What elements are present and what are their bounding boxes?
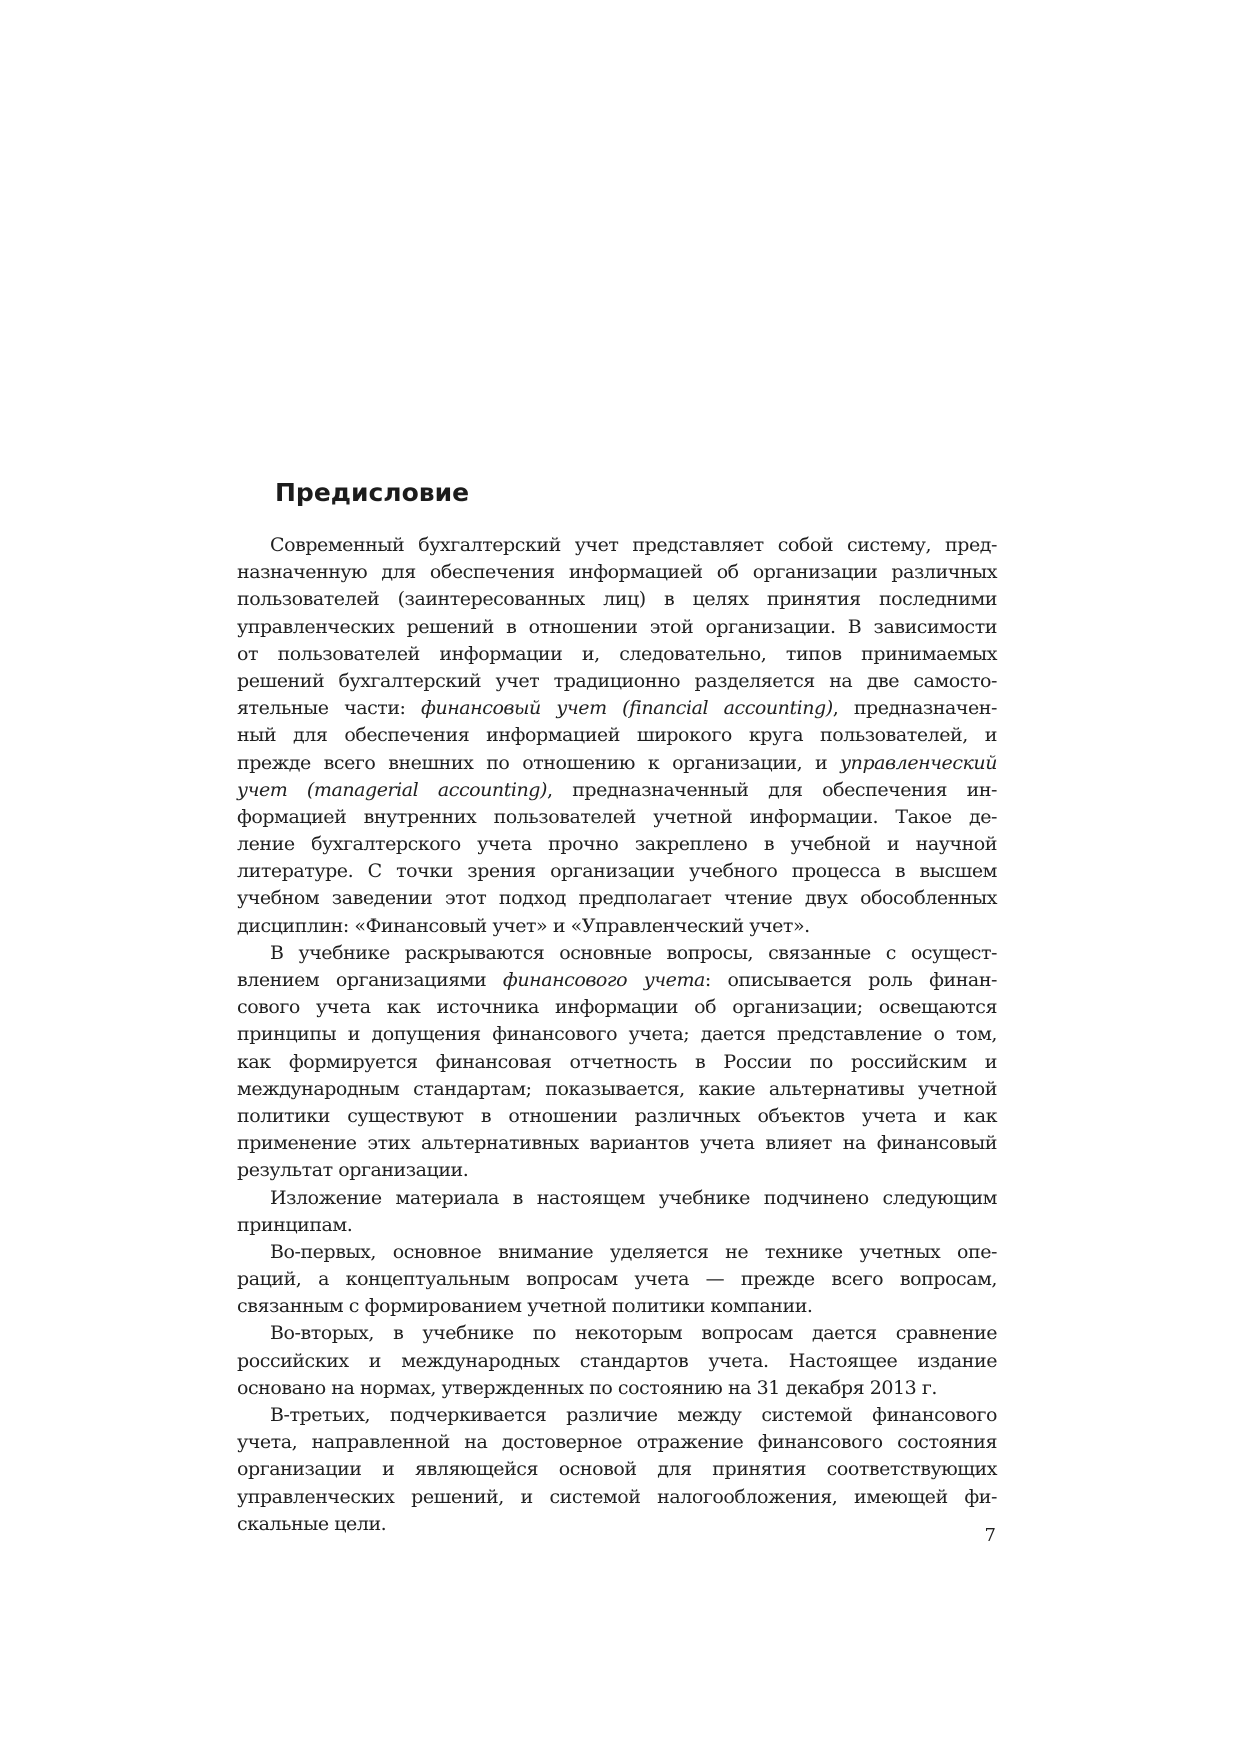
italic-term: финансового учета <box>502 969 705 991</box>
text-line <box>237 559 997 586</box>
text-run: сового учета как источника информации об организации; освещаются <box>237 996 997 1019</box>
text-run: управленческих решений в отношении этой организации. В зависимости <box>237 615 997 638</box>
text-line <box>237 1348 997 1375</box>
text-line <box>237 1293 997 1320</box>
text-run: скальные цели. <box>237 1512 387 1535</box>
text-run: прежде всего внешних по отношению к организации, и <box>237 751 841 774</box>
text-run: принципам. <box>237 1213 353 1236</box>
text-line <box>237 1212 997 1239</box>
text-run: влением организациями <box>237 969 503 991</box>
text-run: принципы и допущения финансового учета; дается представление о том, <box>237 1023 997 1046</box>
text-run: , предназначен- <box>832 697 997 720</box>
text-line <box>237 1320 997 1347</box>
text-run: назначенную для обеспечения информацией об организации различных <box>237 561 997 584</box>
text-line <box>237 1076 997 1103</box>
text-run: как формируется финансовая отчетность в России по российским и <box>237 1050 997 1073</box>
text-run: основано на нормах, утвержденных по состоянию на 31 декабря 2013 г. <box>237 1376 937 1399</box>
text-run: Во-первых, основное внимание уделяется не технике учетных опе- <box>270 1240 997 1263</box>
text-line <box>237 1266 997 1293</box>
text-line <box>237 1185 997 1212</box>
text-line <box>237 532 997 559</box>
text-run: применение этих альтернативных вариантов учета влияет на финансовый <box>237 1132 997 1155</box>
text-run: политики существуют в отношении различных объектов учета и как <box>237 1104 997 1127</box>
text-line <box>237 1239 997 1266</box>
text-line <box>237 1484 997 1511</box>
text-run: дисциплин: «Финансовый учет» и «Управленческий учет». <box>237 914 810 937</box>
text-run: раций, а концептуальным вопросам учета — прежде всего вопросам, <box>237 1268 997 1291</box>
text-line <box>237 994 997 1021</box>
text-line <box>237 831 997 858</box>
text-run: решений бухгалтерский учет традиционно разделяется на две самосто- <box>237 669 997 692</box>
text-line <box>237 885 997 912</box>
text-run: В учебнике раскрываются основные вопросы, связанные с осущест- <box>270 941 997 964</box>
text-line <box>237 967 997 994</box>
text-line <box>237 641 997 668</box>
text-run: литературе. С точки зрения организации учебного процесса в высшем <box>237 860 997 883</box>
section-heading: Предисловие <box>275 478 470 507</box>
text-line <box>237 1511 997 1538</box>
text-run: ление бухгалтерского учета прочно закреплено в учебной и научной <box>237 833 997 856</box>
text-line <box>237 1456 997 1483</box>
text-line <box>237 586 997 613</box>
page-number: 7 <box>984 1525 996 1546</box>
text-line <box>237 1429 997 1456</box>
text-line <box>237 1021 997 1048</box>
text-run: Современный бухгалтерский учет представляет собой систему, пред- <box>270 534 997 556</box>
text-run: Изложение материала в настоящем учебнике подчинено следующим <box>270 1186 997 1209</box>
text-line <box>237 750 997 777</box>
text-line <box>237 804 997 831</box>
text-run: управленческих решений, и системой налогообложения, имеющей фи- <box>237 1485 997 1508</box>
text-run: В-третьих, подчеркивается различие между системой финансового <box>270 1404 997 1426</box>
text-run: : описывается роль финан- <box>704 969 997 991</box>
italic-term: учет (managerial accounting) <box>237 778 547 801</box>
text-line <box>237 1157 997 1184</box>
text-line <box>237 1402 997 1429</box>
text-run: , предназначенный для обеспечения ин- <box>547 778 998 801</box>
text-run: организации и являющейся основой для принятия соответствующих <box>237 1458 997 1481</box>
text-run: международным стандартам; показывается, какие альтернативы учетной <box>237 1077 997 1100</box>
text-line <box>237 777 997 804</box>
text-line <box>237 722 997 749</box>
text-line <box>237 1049 997 1076</box>
text-run: от пользователей информации и, следовательно, типов принимаемых <box>237 642 997 665</box>
italic-term: управленческий <box>840 751 997 774</box>
preface-body <box>237 532 997 1538</box>
text-line <box>237 913 997 940</box>
text-run: Во-вторых, в учебнике по некоторым вопросам дается сравнение <box>270 1322 997 1345</box>
text-run: пользователей (заинтересованных лиц) в целях принятия последними <box>237 588 997 611</box>
text-run: российских и международных стандартов учета. Настоящее издание <box>237 1349 997 1372</box>
text-run: учебном заведении этот подход предполагает чтение двух обособленных <box>237 887 997 910</box>
text-line <box>237 614 997 641</box>
text-run: учета, направленной на достоверное отражение финансового состояния <box>237 1431 997 1454</box>
text-line <box>237 668 997 695</box>
italic-term: финансовый учет (financial accounting) <box>421 697 833 720</box>
text-run: ятельные части: <box>237 697 422 720</box>
text-line <box>237 1103 997 1130</box>
text-run: формацией внутренних пользователей учетной информации. Такое де- <box>237 805 997 828</box>
text-line <box>237 858 997 885</box>
text-run: связанным с формированием учетной политики компании. <box>237 1295 813 1318</box>
text-line <box>237 1130 997 1157</box>
text-line <box>237 695 997 722</box>
text-line <box>237 940 997 967</box>
text-run: результат организации. <box>237 1159 469 1182</box>
text-run: ный для обеспечения информацией широкого круга пользователей, и <box>237 724 997 747</box>
text-line <box>237 1375 997 1402</box>
